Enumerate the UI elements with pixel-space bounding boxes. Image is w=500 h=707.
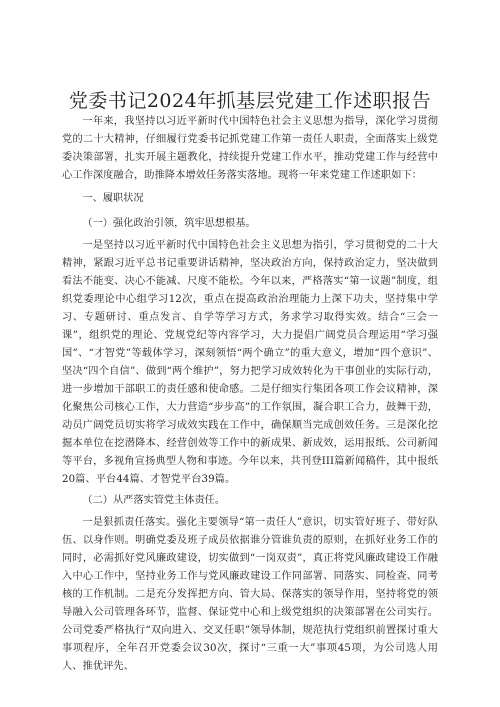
subsection-body-responsibility: 一是狠抓责任落实。强化主要领导“第一责任人”意识，切实管好班子、带好队伍、以身作则。明确党委及班子成员依据谁分管谁负责的原则，在抓好业务工作的同时，必需抓好党风廉政建设，切实做到“一岗双责”，真正将党风廉政建设工作融入中心工作中，坚持业务工作与党风廉政建设工作同部署、同落实、同检查、同考核的工作机制。二是充分发挥把方向、管大局、保落实的领导作用，坚持将党的领导融入公司管理各环节，监督、保证党中心和上级党组织的决策部署在公司实行。公司党委严格执行“双向进入、交叉任职”领导体制，规范执行党组织前置探讨重大事项程序，全年召开党委会议30次，探讨“三重一大”事项45项，为公司选人用人、推优评先、 [62,517,438,672]
subsection-body-political: 一是坚持以习近平新时代中国特色社会主义思想为指引，学习贯彻党的二十大精神，紧跟习近平总书记重要讲话精神，坚决政治方向，保持政治定力，坚决做到看法不能变、决心不能减、尺度不能松。今年以来，严格落实“第一议题”制度，组织党委理论中心组学习12次，重点在提高政治治理能力上深下功夫，坚持集中学习、专题研讨、重点发言、自学等学习方式，务求学习取得实效。结合“三会一课”，组织党的理论、党规党纪等内容学习，大力提倡广阔党员合理运用“学习强国”、“才智党”等载体学习，深刻领悟“两个确立”的重大意义，增加“四个意识”、坚决“四个自信”、做到“两个维护”，努力把学习成效转化为干事创业的实际行动，进一步增加干部职工的责任感和使命感。二是仔细实行集团各项工作会议精神，深化聚焦公司核心工作，大力营造“步步高”的工作氛围，凝合职工合力，鼓舞干劲，动员广阔党员切实将学习成效实践在工作中，确保顺当完成创效任务。三是深化挖掘本单位在挖潜降本、经营创效等工作中的新成果、新成效，运用报纸、公司新闻等平台，多视角宣扬典型人物和事迹。今年以来，共刊登III篇新闻稿件，其中报纸20篇、平台44篇、才智党平台39篇。 [62,240,438,485]
document-title: 党委书记2024年抓基层党建工作述职报告 [68,90,432,112]
subsection-heading-responsibility: （二）从严落实管党主体责任。 [82,495,226,506]
document-body [62,113,438,676]
intro-paragraph: 一年来，我坚持以习近平新时代中国特色社会主义思想为指导，深化学习贯彻党的二十大精神，仔细履行党委书记抓党建工作第一责任人职责，全面落实上级党委决策部署，扎实开展主题教化，持续提升党建工作水平，推动党建工作与经营中心工作深度融合，助推降本增效任务落实落地。现将一年来党建工作述职如下： [62,116,438,181]
subsection-heading-political: （一）强化政治引领，筑牢思想根基。 [82,218,256,229]
section-heading-performance: 一、履职状况 [82,193,144,204]
